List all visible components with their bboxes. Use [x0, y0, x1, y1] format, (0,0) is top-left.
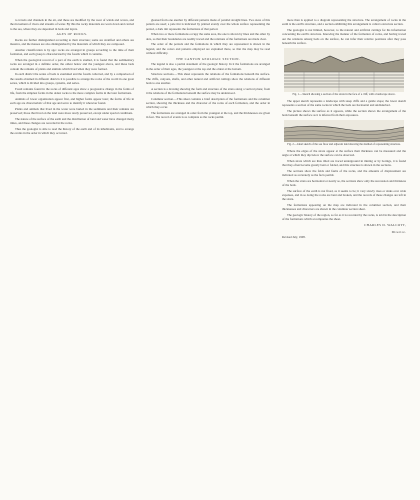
paragraph: more than is applied to a diagram representing the structure. The arrangement of rocks in the earth is the earth's structure, and a section exhibiting this arrangement is called a structure section. — [282, 18, 406, 27]
paragraph: The formations are arranged in order from the youngest at the top, and the thicknesses are given in feet. The record of events is as complete as the rocks permit. — [146, 110, 270, 119]
paragraph: The picture shows the surface as it appears, while the section shows the arrangement of the beds beneath the surface as it is inferred from their exposures. — [282, 108, 406, 117]
paragraph: The nature of the surface of the earth and the distribution of land and water have changed many times, and these changes are recorded in the rocks. — [10, 116, 134, 125]
column-3 — [282, 18, 406, 239]
paragraph: The surface of the earth is not fixed, as it seems to be; it very slowly rises or sinks over wide expanses, and in so doing the rocks are bent and broken, and the records of these changes are left in the strata. — [282, 188, 406, 201]
paragraph: The upper sketch represents a landscape with steep cliffs and a gentle slope; the lower sketch represents a section of the same rocks in which the beds are horizontal and undisturbed. — [282, 98, 406, 107]
paragraph: Plants and animals that lived in the water were buried in the sediments and their remains are preserved; those that lived on the land were more rarely preserved, except under special conditions. — [10, 106, 134, 115]
figure-1 — [284, 48, 404, 97]
paragraph: Rocks are further distinguished according to their structure; some are stratified and others are massive, and the masses are also distinguished by the materials of which they are composed. — [10, 38, 134, 47]
paragraph: Animals of lower organization appear first, and higher forms appear later; the forms of life in each age are characteristic of that age and serve to identify it wherever found. — [10, 96, 134, 105]
cliff-landscape-illustration — [284, 48, 404, 92]
paragraph: When the geological record of a part of the earth is studied, it is found that the sedimentary rocks are arranged in a definite order, the oldest below and the youngest above, and these beds contain the remains of plants and animals which lived when they were formed. — [10, 58, 134, 71]
signature-title: Director. — [391, 229, 406, 234]
paragraph: When strata which are thus tilted are traced underground in mining or by borings, it is found that they often become greatly bent or folded, and this structure is shown in the sections. — [282, 158, 406, 167]
paragraph: A section is a drawing showing the form and structure of the strata along a vertical plane; from it the relations of the formations beneath the surface may be understood. — [146, 86, 270, 95]
paragraph: Fossil remains found in the rocks of different ages show a progressive change in the forms of life, from the simplest forms in the oldest rocks to the more complex forms in the later formations. — [10, 86, 134, 95]
paragraph: The sections show the folds and faults of the rocks, and the amounts of displacement are indicated as accurately as the facts permit. — [282, 168, 406, 177]
paragraph: gleaned from one another by different patterns made of parallel straight lines. Two sizes of this pattern are used; a pale tint is indicated by printed evenly over the whole surface representing the period, a dark tint represents the formations of that period. — [146, 18, 270, 31]
paragraph: The legend is also a partial statement of the geologic history. In it the formations are arranged in the order of their ages, the youngest at the top and the oldest at the bottom. — [146, 62, 270, 71]
section-heading: THE CANYON GEOLOGIC SECTION. — [176, 56, 240, 61]
figure-2-caption: Fig. 2.—Ideal sketch of the sea floor and adjacent land showing the method of representing structure. — [287, 143, 401, 146]
paragraph: The order of the periods and the formations in which they are represented is shown in the legend, and the colors and patterns employed are explained there, so that the map may be read without difficulty. — [146, 42, 270, 55]
paragraph: Thus the geologist is able to read the history of the earth and of its inhabitants, and to arrange the events in the order in which they occurred. — [10, 126, 134, 135]
paragraph: Columnar section.—This sheet contains a brief description of the formations and the columnar section, showing the thickness and the character of the rocks of each formation, and the order in which they occur. — [146, 96, 270, 109]
paragraph: When the strata are horizontal or nearly so, the sections show only the succession and thickness of the beds. — [282, 178, 406, 187]
column-1 — [10, 18, 134, 137]
figure-2 — [284, 120, 404, 147]
section-heading: AGES OF ROCKS. — [56, 32, 88, 37]
paragraph: In each district the series of beds is examined and the fossils collected, and by a comparison of the results obtained in different districts it is possible to arrange the rocks of the world in one great series, which is divided into groups, systems, and series. — [10, 72, 134, 85]
paragraph: Another classification is by age: rocks are arranged in groups according to the time of their formation, and each group is characterized by the fossils which it contains. — [10, 48, 134, 57]
figure-1-caption: Fig. 1.—Sketch showing a section of the strata in the face of a cliff, with a landscape above. — [292, 93, 396, 96]
column-2 — [146, 18, 270, 121]
sea-floor-illustration — [284, 120, 404, 142]
paragraph: The formations appearing on the map are indicated in the columnar section, and their thicknesses and characters are shown in the columnar section sheet. — [282, 202, 406, 211]
signature-name: CHARLES D. WALCOTT, — [364, 223, 406, 228]
paragraph: to travels and channels in the air, and these are modified by the wear of winds and waves, and the movement of rivers and streams of water. By this the rocky materials are worn down and carried to the sea, where they are deposited in beds and layers. — [10, 18, 134, 31]
paragraph: Where the edges of the strata appear at the surface their thickness can be measured and the angle at which they dip below the surface can be observed. — [282, 148, 406, 157]
paragraph: When two or more formations occupy the same area, the one is shown by lines and the other by dots, so that their boundaries are readily traced and the relations of the formations are made clear. — [146, 32, 270, 41]
revision-date: Revised July, 1908. — [282, 234, 306, 239]
paragraph: Structure sections.—This sheet represents the relations of the formations beneath the surface. The cliffs, canyons, shafts, and other natural and artificial cuttings show the relations of different beds to one another. — [146, 72, 270, 85]
paragraph: The geologic history of the region, so far as it is recorded by the rocks, is told in the description of the formations which accompanies the sheet. — [282, 212, 406, 221]
paragraph: The geologist is not limited, however, to the natural and artificial cuttings for his information concerning the earth's structure. Knowing the manner of the formation of rocks, and having traced out the relations among beds on the surface, he can infer their relative positions after they pass beneath the surface. — [282, 28, 406, 45]
